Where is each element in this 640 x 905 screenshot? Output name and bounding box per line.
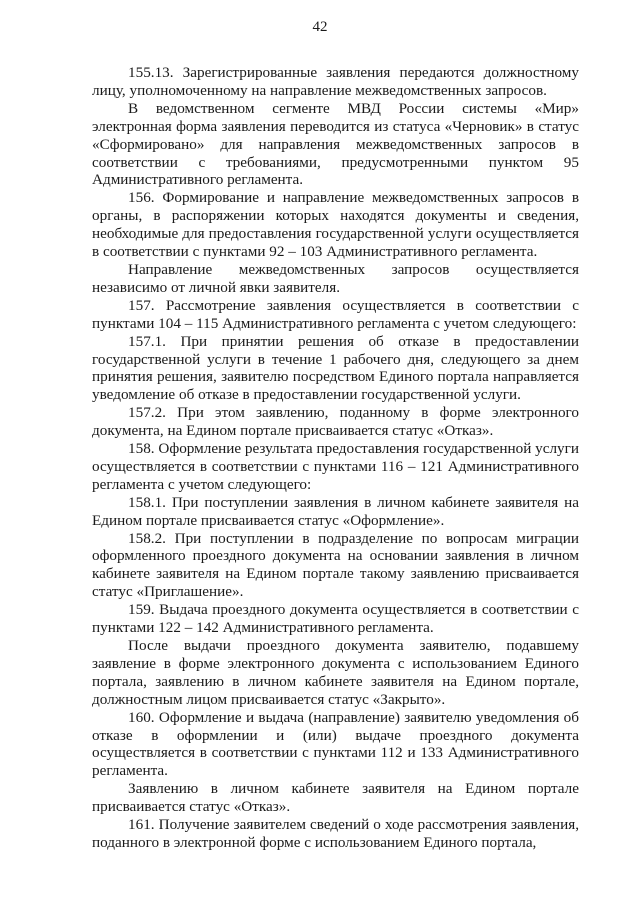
paragraph-158-2: 158.2. При поступлении в подразделение по вопросам миграции оформленного проездного документа на основании заявления в личном кабинете заявителя на Едином портале такому заявлению присваивается статус «Приглашение». bbox=[92, 529, 579, 601]
paragraph-158-1: 158.1. При поступлении заявления в личном кабинете заявителя на Едином портале присваивается статус «Оформление». bbox=[92, 493, 579, 529]
paragraph-161: 161. Получение заявителем сведений о ходе рассмотрения заявления, поданного в электронной форме с использованием Единого портала, bbox=[92, 816, 579, 851]
page-number: 42 bbox=[312, 19, 328, 35]
paragraph-158: 158. Оформление результата предоставления государственной услуги осуществляется в соответствии с пунктами 116 – 121 Административного регламента с учетом следующего: bbox=[92, 440, 579, 493]
paragraph-requests-independent: Направление межведомственных запросов осуществляется независимо от личной явки заявителя. bbox=[92, 260, 579, 296]
paragraph-155-13: 155.13. Зарегистрированные заявления передаются должностному лицу, уполномоченному на направление межведомственных запросов. bbox=[92, 64, 579, 99]
paragraph-157: 157. Рассмотрение заявления осуществляется в соответствии с пунктами 104 – 115 Административного регламента с учетом следующего: bbox=[92, 296, 579, 332]
paragraph-157-2: 157.2. При этом заявлению, поданному в форме электронного документа, на Едином портале присваивается статус «Отказ». bbox=[92, 404, 579, 440]
document-body bbox=[92, 64, 579, 852]
paragraph-refusal-status: Заявлению в личном кабинете заявителя на Едином портале присваивается статус «Отказ». bbox=[92, 780, 579, 816]
paragraph-157-1: 157.1. При принятии решения об отказе в предоставлении государственной услуги в течение 1 рабочего дня, следующего за днем принятия решения, заявителю посредством Единого портала направляется уведомление об отказе в предоставлении государственной услуги. bbox=[92, 332, 579, 404]
paragraph-mir-segment: В ведомственном сегменте МВД России системы «Мир» электронная форма заявления переводится из статуса «Черновик» в статус «Сформировано» для направления межведомственных запросов в соответствии с требованиями, предусмотренными пунктом 95 Административного регламента. bbox=[92, 99, 579, 189]
paragraph-after-issue: После выдачи проездного документа заявителю, подавшему заявление в форме электронного документа с использованием Единого портала, заявлению в личном кабинете заявителя на Едином портале, должностным лицом присваивается статус «Закрыто». bbox=[92, 637, 579, 708]
paragraph-159: 159. Выдача проездного документа осуществляется в соответствии с пунктами 122 – 142 Административного регламента. bbox=[92, 601, 579, 637]
paragraph-160: 160. Оформление и выдача (направление) заявителю уведомления об отказе в оформлении и (или) выдаче проездного документа осуществляется в соответствии с пунктами 112 и 133 Административного регламента. bbox=[92, 708, 579, 780]
paragraph-156: 156. Формирование и направление межведомственных запросов в органы, в распоряжении которых находятся документы и сведения, необходимые для предоставления государственной услуги осуществляется в соответствии с пунктами 92 – 103 Административного регламента. bbox=[92, 189, 579, 261]
